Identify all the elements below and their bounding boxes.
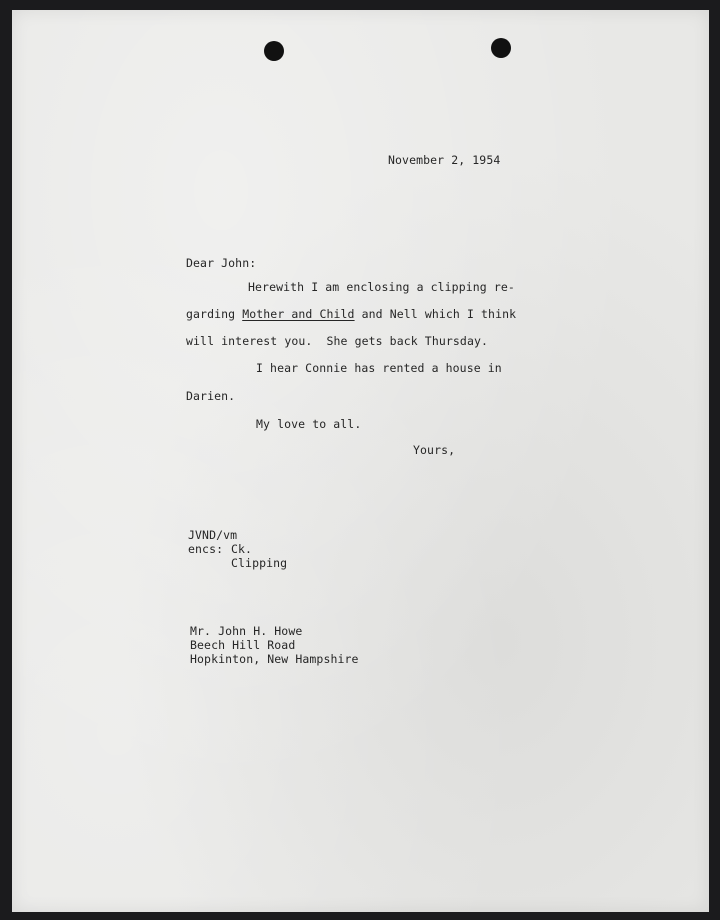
body-line: Herewith I am enclosing a clipping re- [248,280,515,294]
address-line: Beech Hill Road [190,638,296,652]
enclosures-label: encs: [188,542,224,556]
body-line [186,307,516,321]
body-line: Darien. [186,389,236,403]
enclosure-item: Clipping [231,556,288,570]
salutation: Dear John: [186,256,257,270]
body-line: will interest you. She gets back Thursday. [186,334,489,348]
reference-initials: JVND/vm [188,528,238,542]
punch-hole-left [264,41,284,61]
body-line: My love to all. [256,417,362,431]
closing: Yours, [413,443,456,457]
letter-date: November 2, 1954 [388,153,501,167]
punch-hole-right [491,38,511,58]
address-line: Hopkinton, New Hampshire [190,652,359,666]
address-line: Mr. John H. Howe [190,624,303,638]
enclosure-item: Ck. [231,542,253,556]
body-text: garding [186,307,243,321]
work-title: Mother and Child [242,307,355,321]
letter-page [12,10,709,912]
body-line: I hear Connie has rented a house in [256,361,502,375]
body-text: and Nell which I think [354,307,517,321]
